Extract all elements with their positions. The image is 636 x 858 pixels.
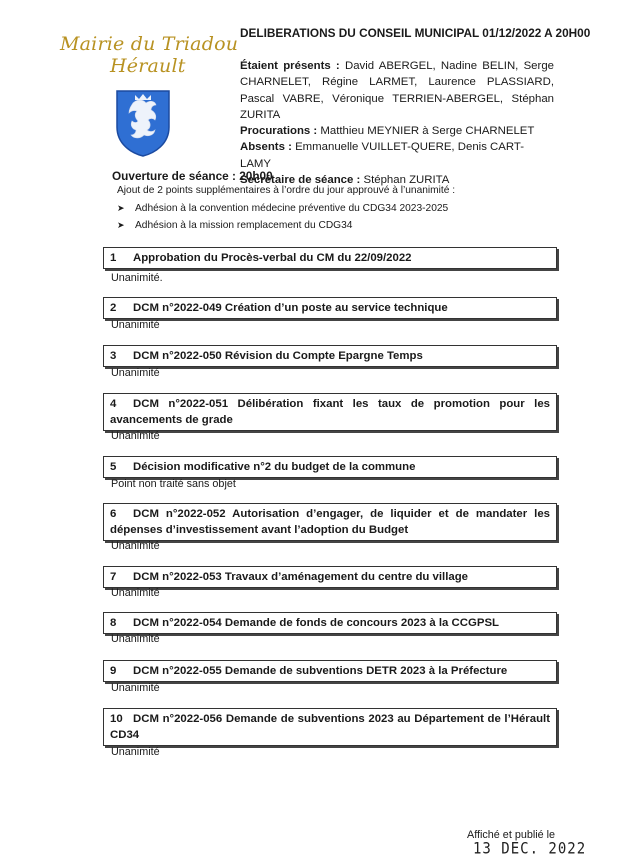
agenda-item-number: 10 bbox=[110, 713, 123, 725]
agenda-item-title: DCM n°2022-055 Demande de subventions DETR 2023 à la Préfecture bbox=[133, 665, 508, 677]
agenda-item-result: Unanimité. bbox=[111, 272, 163, 284]
agenda-item-3 bbox=[103, 345, 557, 367]
agenda-item-number: 7 bbox=[110, 571, 117, 583]
session-secretary: Secrétaire de séance : Stéphan ZURITA bbox=[240, 174, 450, 187]
arrow-bullet-icon: ➤ bbox=[117, 203, 125, 213]
agenda-item-result: Unanimité bbox=[111, 633, 160, 645]
agenda-item-9 bbox=[103, 660, 557, 682]
agenda-item-title: DCM n°2022-056 Demande de subventions 2023 au Département de l’Hérault CD34 bbox=[110, 713, 550, 741]
agenda-item-title: DCM n°2022-054 Demande de fonds de concours 2023 à la CCGPSL bbox=[133, 617, 500, 629]
agenda-item-title: DCM n°2022-049 Création d’un poste au service technique bbox=[133, 302, 448, 314]
agenda-item-number: 9 bbox=[110, 665, 117, 677]
opening-title: Ouverture de séance : 20h00 bbox=[112, 169, 273, 183]
logo-title: Mairie du Triadou bbox=[60, 33, 239, 55]
agenda-item-number: 6 bbox=[110, 508, 117, 520]
added-points-note: Ajout de 2 points supplémentaires à l’ordre du jour approuvé à l’unanimité : bbox=[117, 185, 456, 196]
agenda-item-result: Unanimité bbox=[111, 587, 160, 599]
agenda-item-4 bbox=[103, 393, 557, 431]
publication-footer bbox=[467, 829, 636, 857]
agenda-item-1 bbox=[103, 247, 557, 269]
agenda-item-number: 1 bbox=[110, 252, 117, 264]
agenda-item-result: Unanimité bbox=[111, 319, 160, 331]
agenda-item-result: Unanimité bbox=[111, 367, 160, 379]
document-title: DELIBERATIONS DU CONSEIL MUNICIPAL 01/12/2022 A 20H00 bbox=[240, 26, 591, 40]
coat-of-arms-icon bbox=[115, 89, 171, 157]
agenda-item-result: Unanimité bbox=[111, 746, 160, 758]
agenda-item-title: Décision modificative n°2 du budget de la commune bbox=[133, 461, 416, 473]
attendees-present: Étaient présents : David ABERGEL, Nadine BELIN, Serge CHARNELET, Régine LARMET, Laurence PLASSIARD, Pascal VABRE, Véronique TERRIEN-ABERGEL, Stéphan ZURITA bbox=[240, 60, 554, 121]
agenda-item-title: Approbation du Procès-verbal du CM du 22/09/2022 bbox=[133, 252, 412, 264]
posted-label: Affiché et publié le bbox=[467, 829, 556, 841]
agenda-item-number: 3 bbox=[110, 350, 117, 362]
agenda-item-number: 8 bbox=[110, 617, 117, 629]
date-stamp: 13 DEC. 2022 bbox=[473, 839, 587, 858]
agenda-item-title: DCM n°2022-053 Travaux d’aménagement du centre du village bbox=[133, 571, 468, 583]
agenda-item-result: Unanimité bbox=[111, 682, 160, 694]
agenda-item-10 bbox=[103, 708, 557, 746]
agenda-item-number: 2 bbox=[110, 302, 117, 314]
agenda-item-8 bbox=[103, 612, 557, 634]
agenda-item-result: Point non traité sans objet bbox=[111, 478, 236, 490]
agenda-item-7 bbox=[103, 566, 557, 588]
agenda-item-title: DCM n°2022-052 Autorisation d’engager, de liquider et de mandater les dépenses d’investissement avant l’adoption du Budget bbox=[110, 508, 550, 536]
attendees-absent: Absents : Emmanuelle VUILLET-QUERE, Denis CART-LAMY bbox=[240, 141, 525, 170]
agenda-item-title: DCM n°2022-050 Révision du Compte Epargne Temps bbox=[133, 350, 423, 362]
agenda-item-number: 4 bbox=[110, 398, 117, 410]
attendance-block bbox=[240, 58, 554, 188]
agenda-item-number: 5 bbox=[110, 461, 117, 473]
agenda-item-6 bbox=[103, 503, 557, 541]
agenda-item-5 bbox=[103, 456, 557, 478]
added-points-list bbox=[117, 200, 448, 234]
agenda-item-2 bbox=[103, 297, 557, 319]
arrow-bullet-icon: ➤ bbox=[117, 220, 125, 230]
agenda-item-result: Unanimité bbox=[111, 540, 160, 552]
agenda-item-title: DCM n°2022-051 Délibération fixant les taux de promotion pour les avancements de grade bbox=[110, 398, 550, 426]
attendees-proxy: Procurations : Matthieu MEYNIER à Serge CHARNELET bbox=[240, 125, 535, 138]
list-item: ➤ Adhésion à la convention médecine préventive du CDG34 2023-2025 bbox=[117, 200, 448, 217]
agenda-item-result: Unanimité bbox=[111, 430, 160, 442]
logo-subtitle: Hérault bbox=[110, 55, 186, 77]
list-item: ➤ Adhésion à la mission remplacement du CDG34 bbox=[117, 217, 448, 234]
